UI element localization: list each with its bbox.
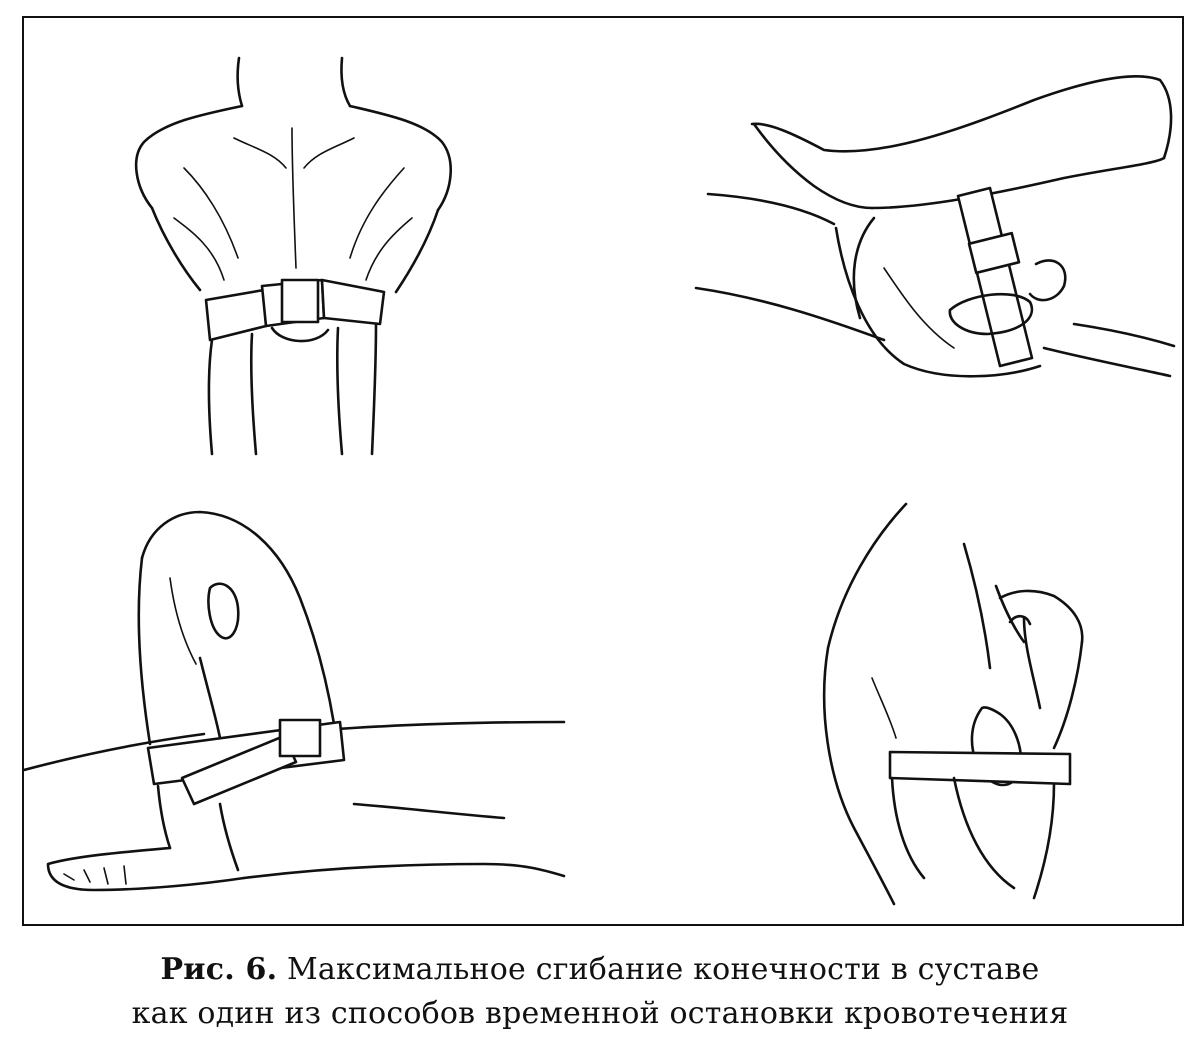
figure-label: Рис. 6.: [160, 952, 278, 987]
figure-frame: [22, 16, 1184, 926]
figure-illustration: [24, 18, 1186, 928]
panel-elbow-illustration: [824, 504, 1082, 904]
caption-line-1: [0, 948, 1200, 992]
panel-knee-illustration: [24, 512, 564, 890]
caption-text-line-1: Максимальное сгибание конечности в суставе: [286, 952, 1040, 987]
figure-caption: [0, 948, 1200, 1036]
panel-shoulders-illustration: [136, 58, 451, 454]
caption-text-line-2: как один из способов временной остановки кровотечения: [131, 996, 1069, 1031]
panel-hip-illustration: [696, 76, 1174, 376]
